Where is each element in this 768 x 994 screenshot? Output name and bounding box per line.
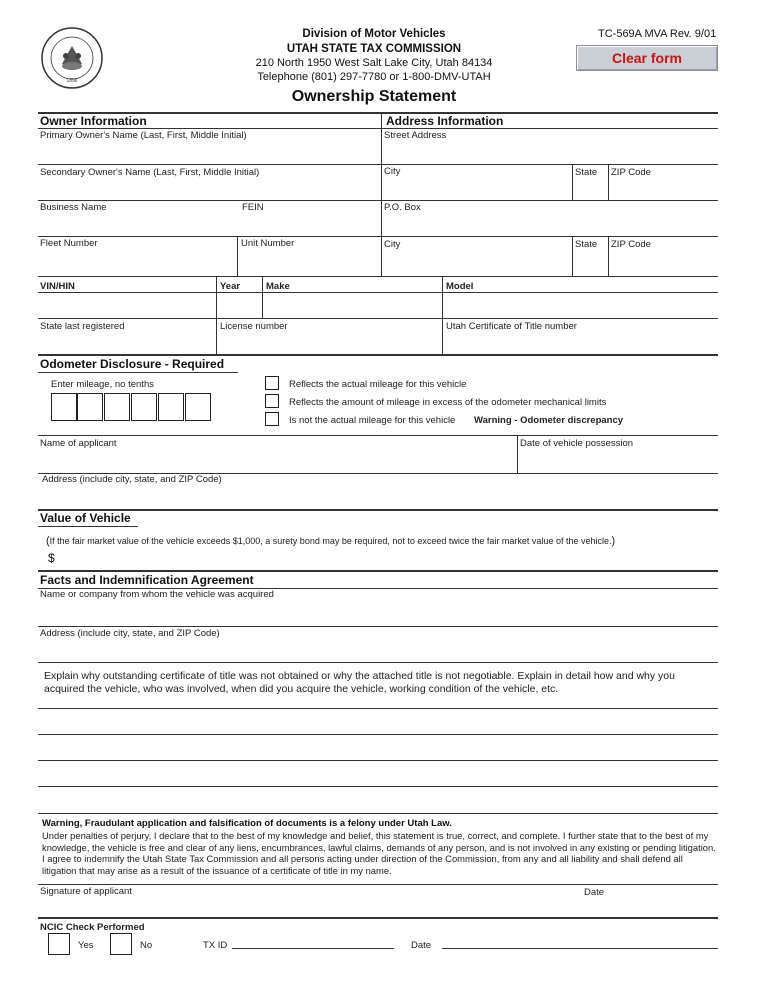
odometer-heading: Odometer Disclosure - Required [40,357,225,371]
state-label: State [575,167,598,178]
city-label: City [384,166,401,177]
applicant-name-label: Name of applicant [40,438,117,449]
odometer-warning: Warning - Odometer discrepancy [474,415,624,426]
excess-mileage-text: Reflects the amount of mileage in excess of the odometer mechanical limits [289,397,607,408]
ncic-date-input[interactable] [442,948,718,949]
primary-owner-label: Primary Owner's Name (Last, First, Middle Initial) [40,130,247,141]
po-box-input[interactable] [384,214,718,234]
state-registered-label: State last registered [40,321,125,332]
vin-label: VIN/HIN [40,281,75,292]
actual-mileage-text: Reflects the actual mileage for this vehicle [289,379,467,390]
ncic-heading: NCIC Check Performed [40,922,145,933]
mileage-digit-6[interactable] [185,393,211,421]
secondary-owner-input[interactable] [40,178,378,198]
acquired-from-label: Name or company from whom the vehicle was acquired [40,589,274,600]
value-note: (If the fair market value of the vehicle exceeds $1,000, a surety bond may be required, not to exceed twice the fair market value of the vehicle.) [46,535,616,547]
agency-phone: Telephone (801) 297-7780 or 1-800-DMV-UTAH [257,71,491,83]
mileage-label: Enter mileage, no tenths [51,379,154,390]
address-heading: Address Information [386,114,504,128]
ncic-yes-checkbox[interactable] [48,933,70,955]
signature-label: Signature of applicant [40,886,132,897]
state2-label: State [575,239,598,250]
license-number-label: License number [220,321,288,332]
fein-label: FEIN [242,202,264,213]
ncic-no-label: No [140,940,153,951]
acquired-address-label: Address (include city, state, and ZIP Code) [40,628,220,639]
acquired-from-input[interactable] [40,601,716,625]
agency-commission: UTAH STATE TAX COMMISSION [286,43,462,55]
secondary-owner-label: Secondary Owner's Name (Last, First, Middle Initial) [40,167,260,178]
mileage-digit-4[interactable] [131,393,157,421]
agency-name: Division of Motor Vehicles [302,28,446,40]
seal-year: 1896 [66,78,78,84]
clear-form-button[interactable] [576,45,718,71]
title-number-label: Utah Certificate of Title number [446,321,577,332]
unit-number-label: Unit Number [241,238,295,249]
zip2-label: ZIP Code [611,239,651,250]
not-actual-checkbox[interactable] [265,412,279,426]
explanation-textarea[interactable] [40,696,716,806]
agency-address: 210 North 1950 West Salt Lake City, Utah 84134 [255,57,493,69]
street-address-label: Street Address [384,130,447,141]
applicant-address-label: Address (include city, state, and ZIP Code) [42,474,222,485]
year-label: Year [220,281,241,292]
ncic-no-checkbox[interactable] [110,933,132,955]
make-label: Make [266,281,290,292]
value-heading: Value of Vehicle [40,511,131,525]
applicant-address-input[interactable] [40,486,716,506]
actual-mileage-checkbox[interactable] [265,376,279,390]
po-box-label: P.O. Box [384,202,421,213]
fleet-number-label: Fleet Number [40,238,98,249]
facts-heading: Facts and Indemnification Agreement [40,573,254,587]
form-number: TC-569A MVA Rev. 9/01 [598,28,717,40]
signature-input[interactable] [40,870,570,884]
mileage-digit-5[interactable] [158,393,184,421]
ncic-yes-label: Yes [78,940,94,951]
mileage-digit-1[interactable] [51,393,77,421]
applicant-name-input[interactable] [40,450,514,470]
declaration-text: Under penalties of perjury, I declare that to the best of my knowledge and belief, this statement is true, correct, and complete. I further state that to the best of my knowledge, the vehicle is free and clear of any liens, encumbrances, lawful claims, demands of any person, and is not involved in any existing or pending litigation. I agree to indemnify the Utah State Tax Commission and all persons acting under direction of the Commission, from any and all liability and shall defend all litigation that may arise as a result of the issuance of a certificate of title in my name. [42,830,716,876]
mileage-digit-2[interactable] [77,393,103,421]
vin-input[interactable] [40,294,214,316]
form-title: Ownership Statement [291,88,457,105]
business-name-input[interactable] [40,214,378,234]
vehicle-value-input[interactable] [60,550,260,566]
clear-form-label: Clear form [611,50,683,66]
acquired-address-input[interactable] [40,640,716,660]
not-actual-text: Is not the actual mileage for this vehicle [289,415,456,426]
owner-heading: Owner Information [40,114,147,128]
model-label: Model [446,281,474,292]
fraud-warning: Warning, Fraudulant application and falsification of documents is a felony under Utah Law. [42,818,452,829]
street-address-input[interactable] [384,142,718,162]
business-name-label: Business Name [40,202,107,213]
tx-id-input[interactable] [232,948,394,949]
primary-owner-input[interactable] [40,142,378,162]
ncic-date-label: Date [411,940,432,951]
city2-label: City [384,239,401,250]
zip-label: ZIP Code [611,167,651,178]
tx-id-label: TX ID [203,940,228,951]
excess-mileage-checkbox[interactable] [265,394,279,408]
mileage-digit-3[interactable] [104,393,130,421]
possession-date-label: Date of vehicle possession [520,438,634,449]
dollar-sign: $ [48,551,55,565]
city-input[interactable] [384,178,570,198]
explain-instructions: Explain why outstanding certificate of title was not obtained or why the attached title is not negotiable. Explain in detail how and why you acquired the vehicle, who was involved, when did you acquire the vehicle, working condition of the vehicle, etc. [44,670,675,695]
signature-date-label: Date [584,887,605,898]
